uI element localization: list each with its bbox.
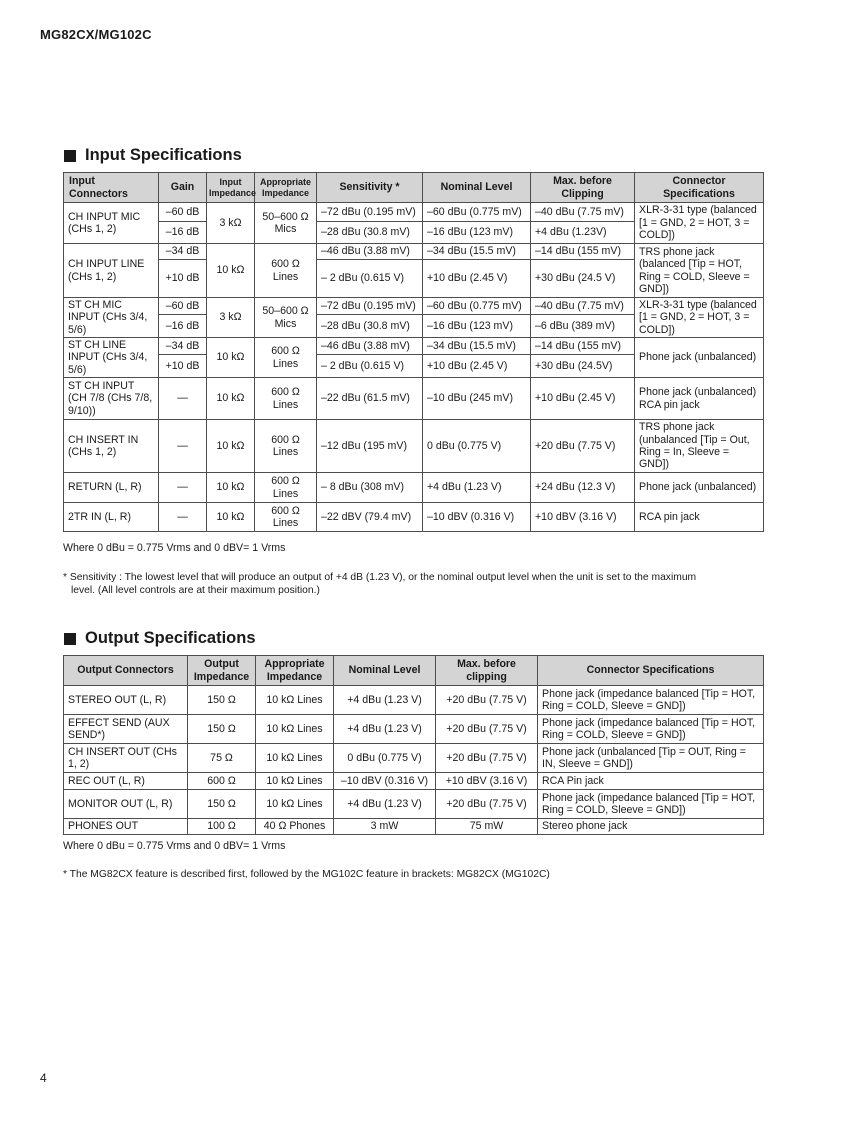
impedance-cell: 10 kΩ <box>207 338 255 378</box>
appropriate-cell: 10 kΩ Lines <box>256 773 334 790</box>
connector-cell: PHONES OUT <box>64 819 188 835</box>
max-cell: –6 dBu (389 mV) <box>531 315 635 338</box>
max-cell: +10 dBV (3.16 V) <box>436 773 538 790</box>
appropriate-cell: 600 Ω Lines <box>255 244 317 298</box>
max-cell: –40 dBu (7.75 mV) <box>531 203 635 222</box>
table-row <box>64 378 764 420</box>
page-number: 4 <box>40 1071 47 1085</box>
connector-cell: CH INPUT LINE (CHs 1, 2) <box>64 244 159 298</box>
gain-cell: +10 dB <box>159 355 207 378</box>
sensitivity-cell: –12 dBu (195 mV) <box>317 420 423 473</box>
gain-cell: +10 dB <box>159 260 207 298</box>
impedance-cell: 100 Ω <box>188 819 256 835</box>
appropriate-cell: 10 kΩ Lines <box>256 744 334 773</box>
table-row <box>64 473 764 503</box>
col-header: Appropriate Impedance <box>255 173 317 203</box>
sensitivity-cell: –28 dBu (30.8 mV) <box>317 315 423 338</box>
gain-cell: — <box>159 503 207 532</box>
col-header: Output Impedance <box>188 656 256 686</box>
max-cell: +4 dBu (1.23V) <box>531 222 635 244</box>
max-cell: +20 dBu (7.75 V) <box>436 744 538 773</box>
connector-cell: ST CH INPUT (CH 7/8 (CHs 7/8, 9/10)) <box>64 378 159 420</box>
nominal-cell: –60 dBu (0.775 mV) <box>423 203 531 222</box>
output-spec-table <box>63 655 764 835</box>
sensitivity-cell: –46 dBu (3.88 mV) <box>317 338 423 355</box>
spec-cell: Stereo phone jack <box>538 819 764 835</box>
sensitivity-cell: –72 dBu (0.195 mV) <box>317 298 423 315</box>
col-header: Connector Specifications <box>635 173 764 203</box>
section-bullet-icon <box>64 633 76 645</box>
nominal-cell: –10 dBu (245 mV) <box>423 378 531 420</box>
connector-cell: ST CH MIC INPUT (CHs 3/4, 5/6) <box>64 298 159 338</box>
appropriate-cell: 50–600 Ω Mics <box>255 298 317 338</box>
connector-cell: CH INSERT IN (CHs 1, 2) <box>64 420 159 473</box>
input-spec-title <box>64 146 242 165</box>
nominal-cell: 0 dBu (0.775 V) <box>334 744 436 773</box>
max-cell: +20 dBu (7.75 V) <box>436 790 538 819</box>
max-cell: +20 dBu (7.75 V) <box>531 420 635 473</box>
output-level-note: Where 0 dBu = 0.775 Vrms and 0 dBV= 1 Vrms <box>63 840 286 852</box>
nominal-cell: –16 dBu (123 mV) <box>423 315 531 338</box>
spec-cell: Phone jack (impedance balanced [Tip = HOT, Ring = COLD, Sleeve = GND]) <box>538 686 764 715</box>
spec-cell: TRS phone jack (balanced [Tip = HOT, Ring = COLD, Sleeve = GND]) <box>635 244 764 298</box>
appropriate-cell: 600 Ω Lines <box>255 338 317 378</box>
table-row <box>64 686 764 715</box>
sensitivity-cell: – 8 dBu (308 mV) <box>317 473 423 503</box>
table-row <box>64 203 764 222</box>
nominal-cell: +10 dBu (2.45 V) <box>423 260 531 298</box>
appropriate-cell: 600 Ω Lines <box>255 503 317 532</box>
spec-cell: Phone jack (impedance balanced [Tip = HOT, Ring = COLD, Sleeve = GND]) <box>538 790 764 819</box>
impedance-cell: 3 kΩ <box>207 203 255 244</box>
nominal-cell: +4 dBu (1.23 V) <box>334 715 436 744</box>
col-header: Output Connectors <box>64 656 188 686</box>
spec-cell: Phone jack (unbalanced) RCA pin jack <box>635 378 764 420</box>
connector-cell: MONITOR OUT (L, R) <box>64 790 188 819</box>
max-cell: +20 dBu (7.75 V) <box>436 715 538 744</box>
nominal-cell: +10 dBu (2.45 V) <box>423 355 531 378</box>
table-row <box>64 744 764 773</box>
impedance-cell: 150 Ω <box>188 715 256 744</box>
impedance-cell: 150 Ω <box>188 686 256 715</box>
max-cell: +30 dBu (24.5V) <box>531 355 635 378</box>
nominal-cell: –60 dBu (0.775 mV) <box>423 298 531 315</box>
model-footnote: * The MG82CX feature is described first, followed by the MG102C feature in brackets: MG82CX (MG102C) <box>63 869 550 880</box>
input-spec-title-text: Input Specifications <box>85 146 242 164</box>
impedance-cell: 10 kΩ <box>207 420 255 473</box>
gain-cell: –60 dB <box>159 203 207 222</box>
sensitivity-cell: –28 dBu (30.8 mV) <box>317 222 423 244</box>
appropriate-cell: 600 Ω Lines <box>255 473 317 503</box>
section-bullet-icon <box>64 150 76 162</box>
table-row <box>64 773 764 790</box>
table-row <box>64 244 764 260</box>
nominal-cell: +4 dBu (1.23 V) <box>334 790 436 819</box>
nominal-cell: –10 dBV (0.316 V) <box>423 503 531 532</box>
output-spec-title <box>64 629 256 648</box>
nominal-cell: –10 dBV (0.316 V) <box>334 773 436 790</box>
impedance-cell: 3 kΩ <box>207 298 255 338</box>
col-header: Input Connectors <box>64 173 159 203</box>
sensitivity-footnote-line2: level. (All level controls are at their maximum position.) <box>71 585 320 596</box>
gain-cell: — <box>159 473 207 503</box>
table-row <box>64 298 764 315</box>
table-row <box>64 503 764 532</box>
connector-cell: STEREO OUT (L, R) <box>64 686 188 715</box>
gain-cell: –34 dB <box>159 338 207 355</box>
input-table-header-row <box>64 173 764 203</box>
impedance-cell: 10 kΩ <box>207 244 255 298</box>
spec-cell: Phone jack (unbalanced [Tip = OUT, Ring = IN, Sleeve = GND]) <box>538 744 764 773</box>
max-cell: –14 dBu (155 mV) <box>531 338 635 355</box>
spec-cell: XLR-3-31 type (balanced [1 = GND, 2 = HOT, 3 = COLD]) <box>635 203 764 244</box>
nominal-cell: –34 dBu (15.5 mV) <box>423 338 531 355</box>
spec-cell: Phone jack (impedance balanced [Tip = HOT, Ring = COLD, Sleeve = GND]) <box>538 715 764 744</box>
gain-cell: –16 dB <box>159 222 207 244</box>
nominal-cell: –34 dBu (15.5 mV) <box>423 244 531 260</box>
col-header: Max. before clipping <box>436 656 538 686</box>
appropriate-cell: 10 kΩ Lines <box>256 686 334 715</box>
impedance-cell: 10 kΩ <box>207 503 255 532</box>
connector-cell: REC OUT (L, R) <box>64 773 188 790</box>
sensitivity-cell: –22 dBV (79.4 mV) <box>317 503 423 532</box>
nominal-cell: +4 dBu (1.23 V) <box>423 473 531 503</box>
max-cell: 75 mW <box>436 819 538 835</box>
impedance-cell: 10 kΩ <box>207 378 255 420</box>
sensitivity-cell: –46 dBu (3.88 mV) <box>317 244 423 260</box>
output-table-header-row <box>64 656 764 686</box>
gain-cell: –60 dB <box>159 298 207 315</box>
sensitivity-cell: –22 dBu (61.5 mV) <box>317 378 423 420</box>
connector-cell: EFFECT SEND (AUX SEND*) <box>64 715 188 744</box>
nominal-cell: +4 dBu (1.23 V) <box>334 686 436 715</box>
gain-cell: –34 dB <box>159 244 207 260</box>
spec-cell: TRS phone jack (unbalanced [Tip = Out, Ring = In, Sleeve = GND]) <box>635 420 764 473</box>
connector-cell: 2TR IN (L, R) <box>64 503 159 532</box>
spec-cell: XLR-3-31 type (balanced [1 = GND, 2 = HOT, 3 = COLD]) <box>635 298 764 338</box>
table-row <box>64 819 764 835</box>
col-header: Input Impedance <box>207 173 255 203</box>
max-cell: –14 dBu (155 mV) <box>531 244 635 260</box>
output-spec-title-text: Output Specifications <box>85 629 256 647</box>
col-header: Sensitivity * <box>317 173 423 203</box>
table-row <box>64 420 764 473</box>
table-row <box>64 338 764 355</box>
gain-cell: –16 dB <box>159 315 207 338</box>
table-row <box>64 715 764 744</box>
connector-cell: CH INPUT MIC (CHs 1, 2) <box>64 203 159 244</box>
gain-cell: — <box>159 420 207 473</box>
input-level-note: Where 0 dBu = 0.775 Vrms and 0 dBV= 1 Vrms <box>63 542 286 554</box>
impedance-cell: 600 Ω <box>188 773 256 790</box>
spec-cell: Phone jack (unbalanced) <box>635 338 764 378</box>
nominal-cell: 3 mW <box>334 819 436 835</box>
impedance-cell: 75 Ω <box>188 744 256 773</box>
appropriate-cell: 600 Ω Lines <box>255 420 317 473</box>
model-header: MG82CX/MG102C <box>40 27 152 42</box>
impedance-cell: 150 Ω <box>188 790 256 819</box>
max-cell: +10 dBu (2.45 V) <box>531 378 635 420</box>
appropriate-cell: 50–600 Ω Mics <box>255 203 317 244</box>
impedance-cell: 10 kΩ <box>207 473 255 503</box>
connector-cell: CH INSERT OUT (CHs 1, 2) <box>64 744 188 773</box>
spec-cell: Phone jack (unbalanced) <box>635 473 764 503</box>
col-header: Appropriate Impedance <box>256 656 334 686</box>
max-cell: +24 dBu (12.3 V) <box>531 473 635 503</box>
max-cell: +20 dBu (7.75 V) <box>436 686 538 715</box>
max-cell: +10 dBV (3.16 V) <box>531 503 635 532</box>
sensitivity-footnote-line1: * Sensitivity : The lowest level that will produce an output of +4 dB (1.23 V), or the nominal output level when the unit is set to the maximum <box>63 572 697 583</box>
max-cell: +30 dBu (24.5 V) <box>531 260 635 298</box>
sensitivity-cell: – 2 dBu (0.615 V) <box>317 355 423 378</box>
col-header: Max. before Clipping <box>531 173 635 203</box>
connector-cell: ST CH LINE INPUT (CHs 3/4, 5/6) <box>64 338 159 378</box>
sensitivity-cell: – 2 dBu (0.615 V) <box>317 260 423 298</box>
col-header: Nominal Level <box>423 173 531 203</box>
table-row <box>64 790 764 819</box>
appropriate-cell: 40 Ω Phones <box>256 819 334 835</box>
appropriate-cell: 10 kΩ Lines <box>256 715 334 744</box>
appropriate-cell: 10 kΩ Lines <box>256 790 334 819</box>
input-spec-table <box>63 172 764 532</box>
spec-cell: RCA Pin jack <box>538 773 764 790</box>
nominal-cell: –16 dBu (123 mV) <box>423 222 531 244</box>
sensitivity-cell: –72 dBu (0.195 mV) <box>317 203 423 222</box>
max-cell: –40 dBu (7.75 mV) <box>531 298 635 315</box>
nominal-cell: 0 dBu (0.775 V) <box>423 420 531 473</box>
col-header: Nominal Level <box>334 656 436 686</box>
sensitivity-footnote <box>63 571 763 597</box>
spec-cell: RCA pin jack <box>635 503 764 532</box>
connector-cell: RETURN (L, R) <box>64 473 159 503</box>
appropriate-cell: 600 Ω Lines <box>255 378 317 420</box>
gain-cell: — <box>159 378 207 420</box>
col-header: Connector Specifications <box>538 656 764 686</box>
col-header: Gain <box>159 173 207 203</box>
